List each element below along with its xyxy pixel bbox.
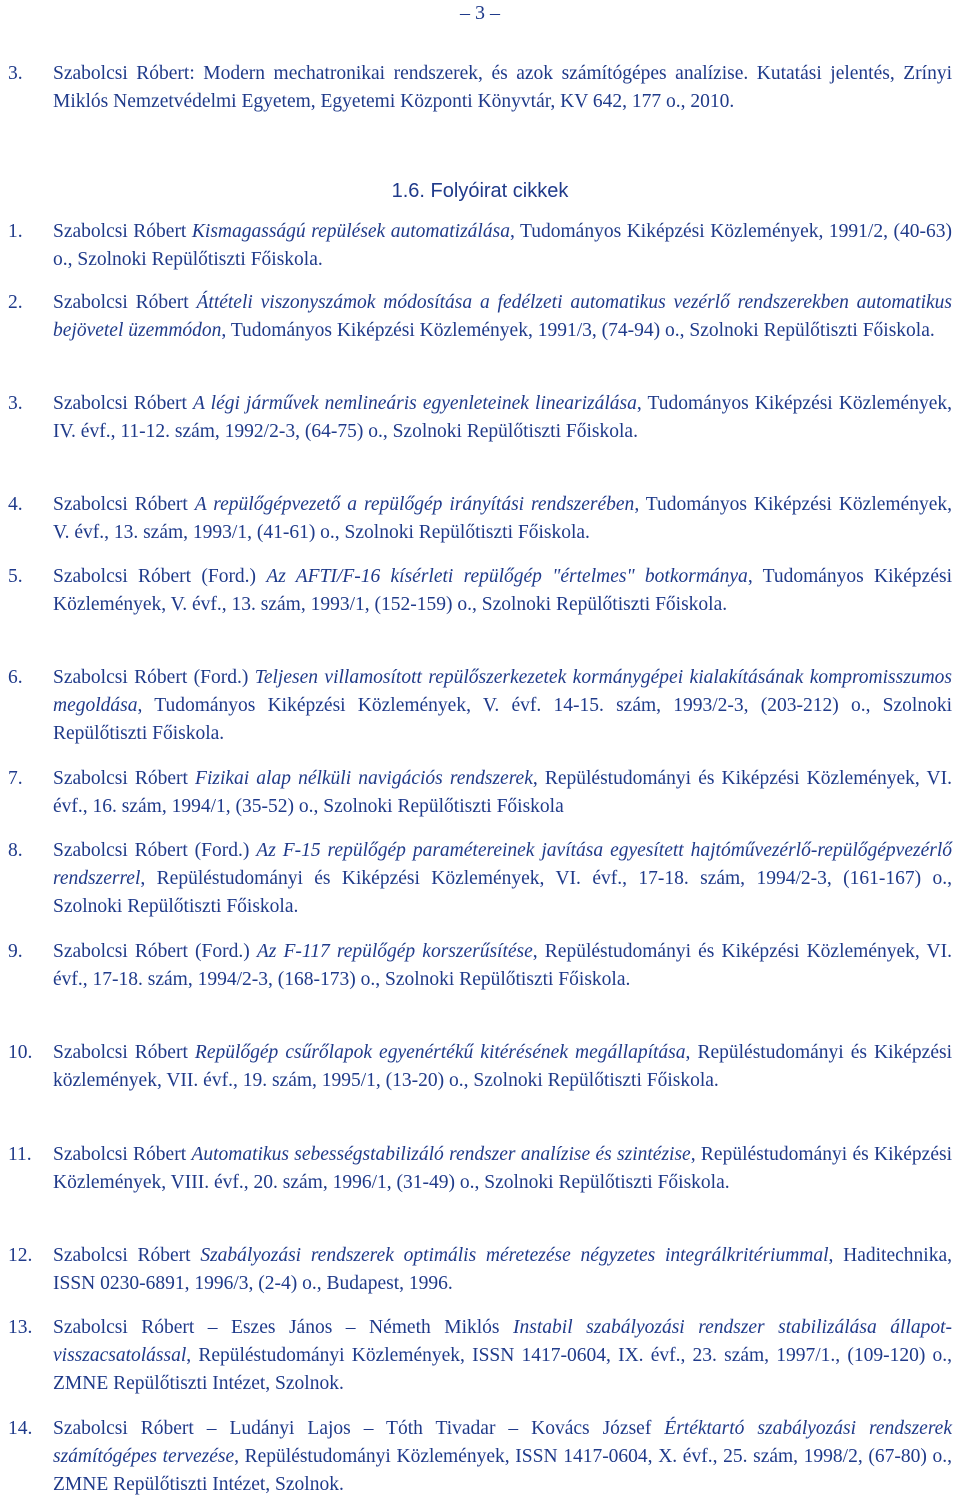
- item-text: [53, 837, 952, 921]
- item-details: , Repüléstudományi és Kiképzési Közlemények, VI. évf., 16. szám, 1994/1, (35-52) o., Szolnoki Repülőtiszti Főiskola: [53, 768, 952, 817]
- list-item: [0, 664, 960, 748]
- item-author: Szabolcsi Róbert: [53, 1245, 201, 1266]
- item-number: 3.: [8, 63, 23, 84]
- item-text: [53, 1415, 952, 1499]
- list-item: [0, 563, 960, 619]
- item-title: Áttételi viszonyszámok módosítása a fedélzeti automatikus vezérlő rendszerekben automatikus bejövetel üzemmódon: [53, 292, 952, 341]
- item-details: , Tudományos Kiképzési Közlemények, V. évf. 14-15. szám, 1993/2-3, (203-212) o., Szolnoki Repülőtiszti Főiskola.: [53, 695, 952, 744]
- item-author: Szabolcsi Róbert (Ford.): [53, 840, 257, 861]
- item-number: 2.: [8, 292, 23, 313]
- item-author: Szabolcsi Róbert: [53, 1042, 195, 1063]
- list-item: [0, 491, 960, 547]
- list-item: [0, 1039, 960, 1095]
- item-title: Az F-15 repülőgép paramétereinek javítása egyesített hajtóművezérlő-repülőgépvezérlő rendszerrel: [53, 840, 952, 889]
- item-author: Szabolcsi Róbert – Ludányi Lajos – Tóth Tivadar – Kovács József: [53, 1418, 665, 1439]
- item-details: , Repüléstudományi Közlemények, ISSN 1417-0604, IX. évf., 23. szám, 1997/1., (109-120) o., ZMNE Repülőtiszti Intézet, Szolnok.: [53, 1345, 952, 1394]
- item-title: Az F-117 repülőgép korszerűsítése: [256, 941, 533, 962]
- list-item: [0, 1314, 960, 1398]
- item-number: 9.: [8, 941, 23, 962]
- list-item: [0, 390, 960, 446]
- item-details: , Haditechnika, ISSN 0230-6891, 1996/3, (2-4) o., Budapest, 1996.: [53, 1245, 952, 1294]
- item-text: [53, 938, 952, 994]
- item-details: , Tudományos Kiképzési Közlemények, 1991/2, (40-63) o., Szolnoki Repülőtiszti Főiskola.: [53, 221, 952, 270]
- item-author: Szabolcsi Róbert: [53, 221, 192, 242]
- item-details: , Repüléstudományi Közlemények, ISSN 1417-0604, X. évf., 25. szám, 1998/2, (67-80) o., ZMNE Repülőtiszti Intézet, Szolnok.: [53, 1446, 952, 1495]
- item-text: [53, 218, 952, 274]
- item-title: Automatikus sebességstabilizáló rendszer analízise és szintézise: [191, 1144, 691, 1165]
- item-text: [53, 1242, 952, 1298]
- item-details: , Repüléstudományi és Kiképzési Közlemények, VI. évf., 17-18. szám, 1994/2-3, (168-173) o., Szolnoki Repülőtiszti Főiskola.: [53, 941, 952, 990]
- item-details: , Repüléstudományi és Kiképzési közlemények, VII. évf., 19. szám, 1995/1, (13-20) o., Szolnoki Repülőtiszti Főiskola.: [53, 1042, 952, 1091]
- item-text: Szabolcsi Róbert: Modern mechatronikai rendszerek, és azok számítógépes analízise. Kutatási jelentés, Zrínyi Miklós Nemzetvédelmi Egyetem, Egyetemi Központi Könyvtár, KV 642, 177 o., 2010.: [53, 63, 952, 112]
- list-item: [0, 1141, 960, 1197]
- item-author: Szabolcsi Róbert: [53, 1144, 192, 1165]
- item-details: , Tudományos Kiképzési Közlemények, V. évf., 13. szám, 1993/1, (41-61) o., Szolnoki Repülőtiszti Főiskola.: [53, 494, 953, 543]
- item-title: Értéktartó szabályozási rendszerek számítógépes tervezése: [53, 1418, 952, 1467]
- item-details: , Repüléstudományi és Kiképzési Közlemények, VI. évf., 17-18. szám, 1994/2-3, (161-167) o., Szolnoki Repülőtiszti Főiskola.: [53, 868, 952, 917]
- item-text: [53, 289, 952, 345]
- item-title: Az AFTI/F-16 kísérleti repülőgép "értelmes" botkormánya: [266, 566, 748, 587]
- item-title: Instabil szabályozási rendszer stabilizálása állapot-visszacsatolással: [53, 1317, 952, 1366]
- item-number: 6.: [8, 667, 23, 688]
- item-title: Szabályozási rendszerek optimális méretezése négyzetes integrálkritériummal: [200, 1245, 829, 1266]
- item-number: 13.: [8, 1317, 33, 1338]
- list-item: [0, 765, 960, 821]
- item-details: , Tudományos Kiképzési Közlemények, 1991/3, (74-94) o., Szolnoki Repülőtiszti Főiskola.: [221, 320, 935, 341]
- item-title: Kismagasságú repülések automatizálása: [191, 221, 510, 242]
- item-number: 3.: [8, 393, 23, 414]
- section-heading: 1.6. Folyóirat cikkek: [391, 180, 569, 202]
- item-author: Szabolcsi Róbert (Ford.): [53, 941, 257, 962]
- list-item: [0, 60, 960, 116]
- item-number: 7.: [8, 768, 23, 789]
- item-author: Szabolcsi Róbert (Ford.): [53, 667, 255, 688]
- item-text: [53, 491, 952, 547]
- item-author: Szabolcsi Róbert: [53, 393, 194, 414]
- item-details: , Tudományos Kiképzési Közlemények, V. évf., 13. szám, 1993/1, (152-159) o., Szolnoki Repülőtiszti Főiskola.: [53, 566, 952, 615]
- item-number: 4.: [8, 494, 23, 515]
- item-text: [53, 390, 952, 446]
- item-author: Szabolcsi Róbert: [53, 768, 196, 789]
- list-item: [0, 289, 960, 345]
- item-number: 5.: [8, 566, 23, 587]
- item-title: A légi járművek nemlineáris egyenleteinek linearizálása: [193, 393, 637, 414]
- list-item: [0, 218, 960, 274]
- list-item: [0, 1415, 960, 1499]
- item-number: 14.: [8, 1418, 33, 1439]
- item-author: Szabolcsi Róbert: [53, 292, 197, 313]
- item-text: [53, 1314, 952, 1398]
- item-author: Szabolcsi Róbert – Eszes János – Németh Miklós: [53, 1317, 514, 1338]
- item-text: [53, 563, 952, 619]
- list-item: [0, 1242, 960, 1298]
- item-number: 1.: [8, 221, 23, 242]
- item-title: Fizikai alap nélküli navigációs rendszerek: [195, 768, 533, 789]
- item-number: 8.: [8, 840, 23, 861]
- item-number: 11.: [8, 1144, 32, 1165]
- item-details: , Repüléstudományi és Kiképzési Közlemények, VIII. évf., 20. szám, 1996/1, (31-49) o., Szolnoki Repülőtiszti Főiskola.: [53, 1144, 952, 1193]
- item-number: 10.: [8, 1042, 33, 1063]
- item-text: [53, 1039, 952, 1095]
- item-text: [53, 664, 952, 748]
- item-title: Repülőgép csűrőlapok egyenértékű kitérésének megállapítása: [194, 1042, 686, 1063]
- item-title: Teljesen villamosított repülőszerkezetek kormánygépei kialakításának kompromisszumos megoldása: [53, 667, 952, 716]
- item-author: Szabolcsi Róbert: [53, 494, 195, 515]
- item-text: [53, 765, 952, 821]
- list-item: [0, 837, 960, 921]
- item-details: , Tudományos Kiképzési Közlemények, IV. évf., 11-12. szám, 1992/2-3, (64-75) o., Szolnoki Repülőtiszti Főiskola.: [53, 393, 952, 442]
- item-number: 12.: [8, 1245, 33, 1266]
- item-text: [53, 1141, 952, 1197]
- page-number: – 3 –: [460, 2, 500, 24]
- item-title: A repülőgépvezető a repülőgép irányítási rendszerében: [194, 494, 635, 515]
- item-author: Szabolcsi Róbert (Ford.): [53, 566, 267, 587]
- list-item: [0, 938, 960, 994]
